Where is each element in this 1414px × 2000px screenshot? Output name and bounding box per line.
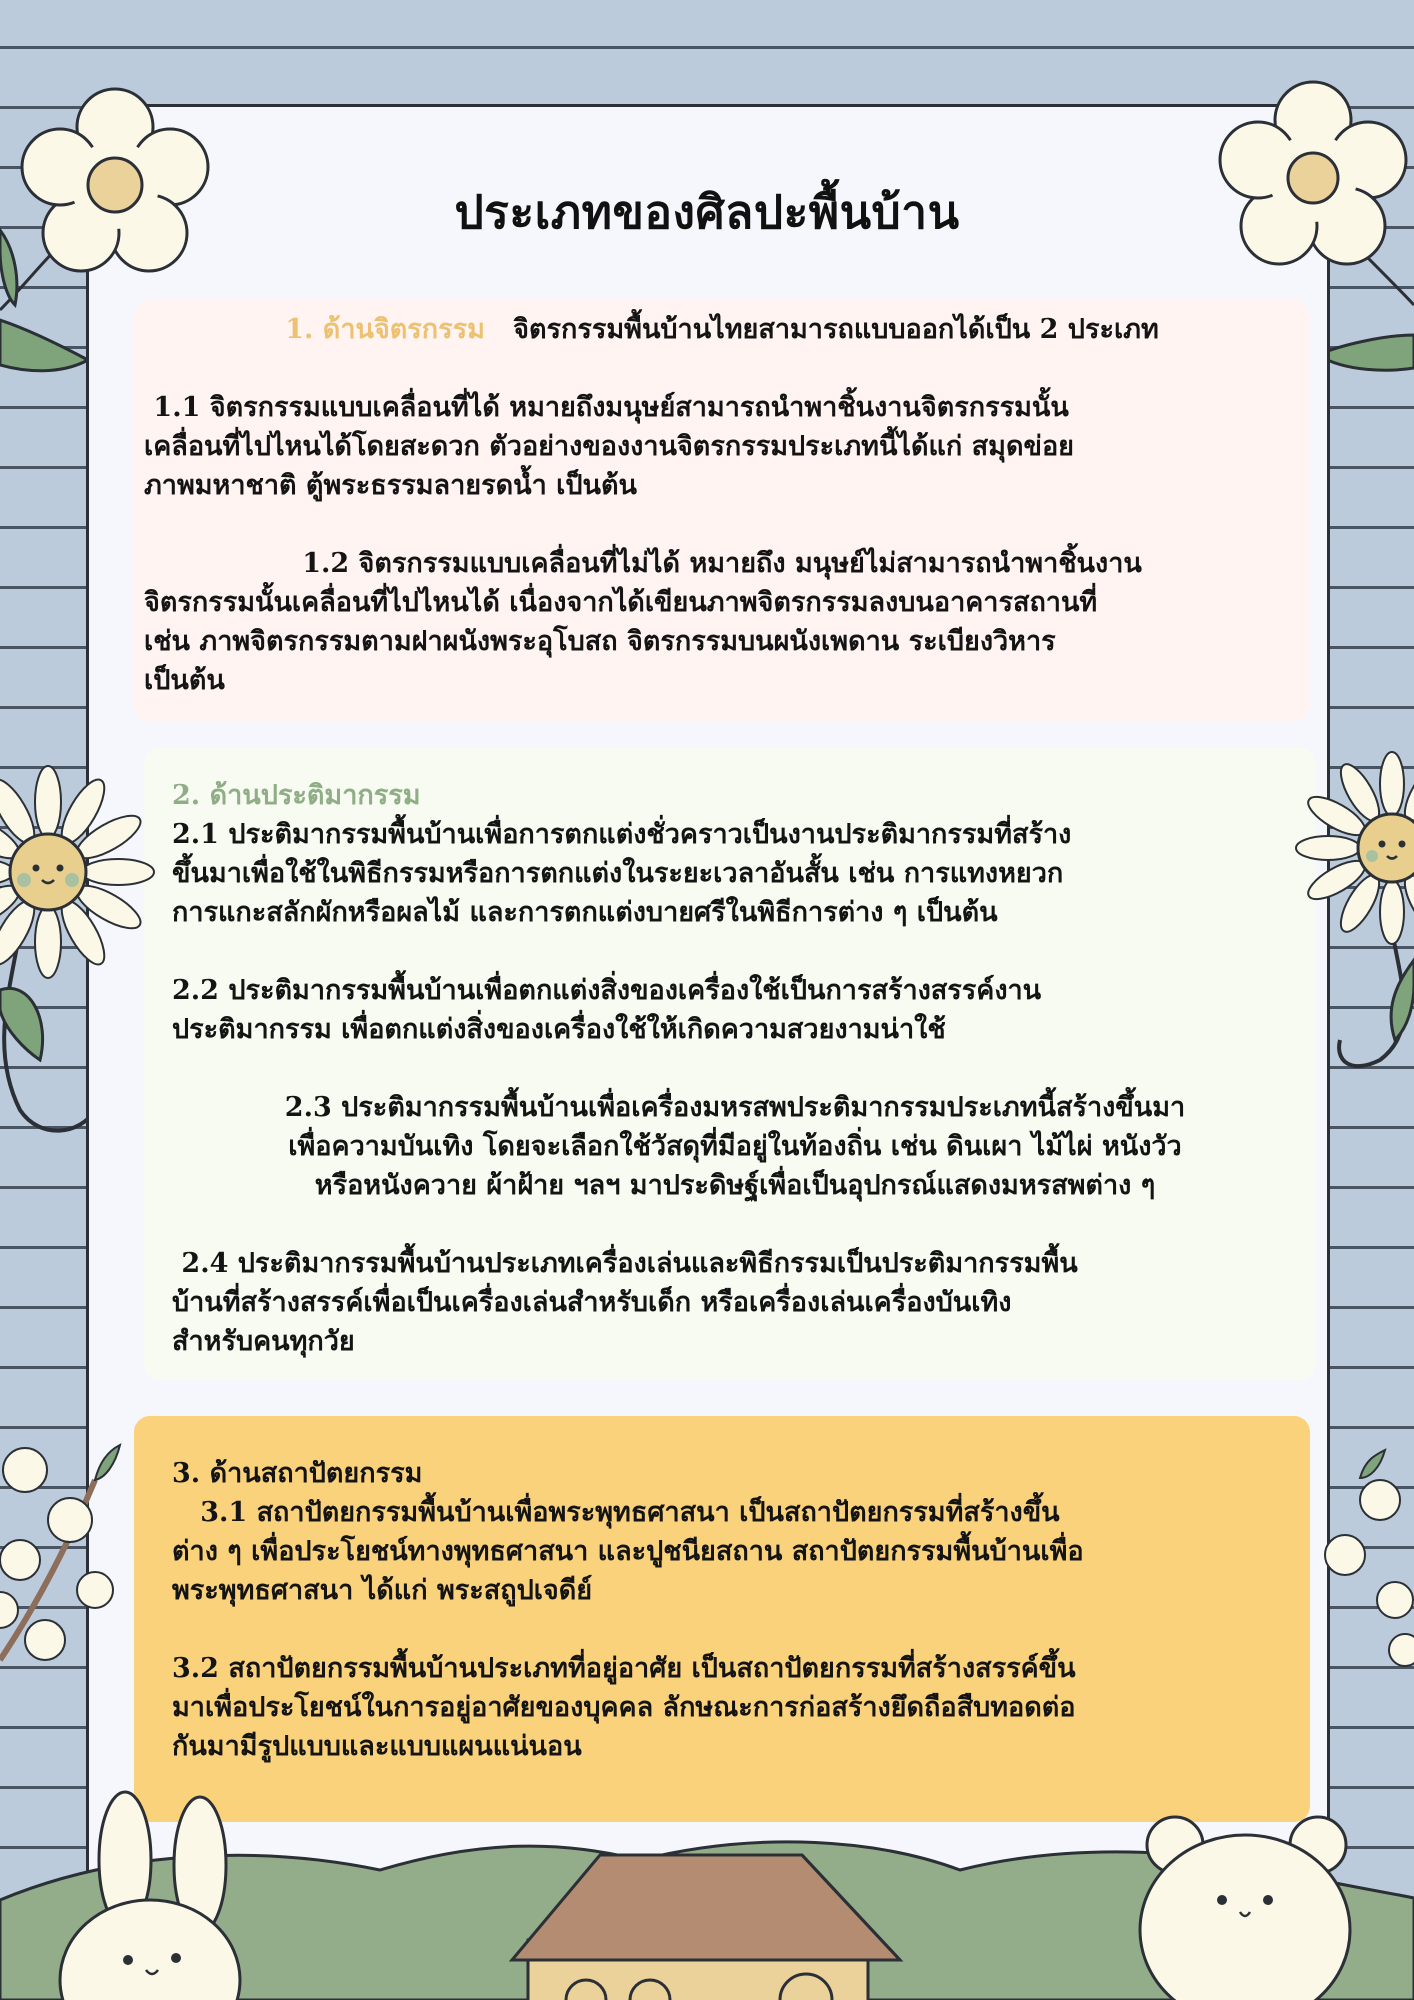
paragraph-line: 2.1 ประติมากรรมพื้นบ้านเพื่อการตกแต่งชั่วคราวเป็นงานประติมากรรมที่สร้าง [172, 819, 1072, 850]
paragraph-line: ต่าง ๆ เพื่อประโยชน์ทางพุทธศาสนา และปูชนียสถาน สถาปัตยกรรมพื้นบ้านเพื่อ [172, 1536, 1084, 1567]
paragraph-line: 2.2 ประติมากรรมพื้นบ้านเพื่อตกแต่งสิ่งของเครื่องใช้เป็นการสร้างสรรค์งาน [172, 975, 1042, 1006]
paragraph-line: พระพุทธศาสนา ได้แก่ พระสถูปเจดีย์ [172, 1575, 593, 1606]
section-sculpture [144, 748, 1316, 1380]
paragraph-line: 2.3 ประติมากรรมพื้นบ้านเพื่อเครื่องมหรสพประติมากรรมประเภทนี้สร้างขึ้นมา [284, 1092, 1186, 1123]
paragraph-line: 3.2 สถาปัตยกรรมพื้นบ้านประเภทที่อยู่อาศัย เป็นสถาปัตยกรรมที่สร้างสรรค์ขึ้น [172, 1653, 1076, 1684]
paragraph-line: มาเพื่อประโยชน์ในการอยู่อาศัยของบุคคล ลักษณะการก่อสร้างยึดถือสืบทอดต่อ [172, 1692, 1076, 1723]
paragraph-line: ประติมากรรม เพื่อตกแต่งสิ่งของเครื่องใช้ให้เกิดความสวยงามน่าใช้ [172, 1014, 946, 1045]
paragraph-line: เช่น ภาพจิตรกรรมตามฝาผนังพระอุโบสถ จิตรกรรมบนผนังเพดาน ระเบียงวิหาร [144, 626, 1056, 657]
paragraph-line: 1.2 จิตรกรรมแบบเคลื่อนที่ไม่ได้ หมายถึง มนุษย์ไม่สามารถนำพาชิ้นงาน [302, 548, 1142, 579]
section-heading-architecture: 3. ด้านสถาปัตยกรรม [172, 1458, 423, 1489]
section-painting [134, 300, 1310, 722]
paragraph-line: ขึ้นมาเพื่อใช้ในพิธีกรรมหรือการตกแต่งในระยะเวลาอันสั้น เช่น การแทงหยวก [172, 858, 1064, 889]
paragraph-line: สำหรับคนทุกวัย [172, 1326, 355, 1357]
section-architecture [134, 1416, 1310, 1822]
paragraph-line: กันมามีรูปแบบและแบบแผนแน่นอน [172, 1731, 582, 1762]
paragraph-line: 3.1 สถาปัตยกรรมพื้นบ้านเพื่อพระพุทธศาสนา เป็นสถาปัตยกรรมที่สร้างขึ้น [200, 1497, 1060, 1528]
paragraph-line: 2.4 ประติมากรรมพื้นบ้านประเภทเครื่องเล่นและพิธีกรรมเป็นประติมากรรมพื้น [181, 1248, 1078, 1279]
paragraph-line: เคลื่อนที่ไปไหนได้โดยสะดวก ตัวอย่างของงานจิตรกรรมประเภทนี้ได้แก่ สมุดข่อย [144, 431, 1074, 462]
paragraph-line: หรือหนังควาย ผ้าฝ้าย ฯลฯ มาประดิษฐ์เพื่อเป็นอุปกรณ์แสดงมหรสพต่าง ๆ [314, 1170, 1156, 1201]
section-heading-sculpture: 2. ด้านประติมากรรม [172, 780, 421, 811]
paragraph-line: 1.1 จิตรกรรมแบบเคลื่อนที่ได้ หมายถึงมนุษย์สามารถนำพาชิ้นงานจิตรกรรมนั้น [153, 392, 1069, 423]
paragraph-line: การแกะสลักผักหรือผลไม้ และการตกแต่งบายศรีในพิธีการต่าง ๆ เป็นต้น [172, 897, 998, 928]
page-title: ประเภทของศิลปะพื้นบ้าน [454, 185, 960, 239]
section-heading-painting: 1. ด้านจิตรกรรม [285, 314, 485, 345]
paragraph-line: บ้านที่สร้างสรรค์เพื่อเป็นเครื่องเล่นสำหรับเด็ก หรือเครื่องเล่นเครื่องบันเทิง [172, 1287, 1012, 1318]
paragraph-line: จิตรกรรมนั้นเคลื่อนที่ไปไหนได้ เนื่องจากได้เขียนภาพจิตรกรรมลงบนอาคารสถานที่ [144, 587, 1098, 618]
paragraph-line: เป็นต้น [144, 665, 225, 696]
paragraph-line: เพื่อความบันเทิง โดยจะเลือกใช้วัสดุที่มีอยู่ในท้องถิ่น เช่น ดินเผา ไม้ไผ่ หนังวัว [288, 1131, 1182, 1162]
paragraph-line: ภาพมหาชาติ ตู้พระธรรมลายรดน้ำ เป็นต้น [144, 470, 637, 501]
section-intro: จิตรกรรมพื้นบ้านไทยสามารถแบบออกได้เป็น 2 ประเภท [513, 314, 1159, 345]
